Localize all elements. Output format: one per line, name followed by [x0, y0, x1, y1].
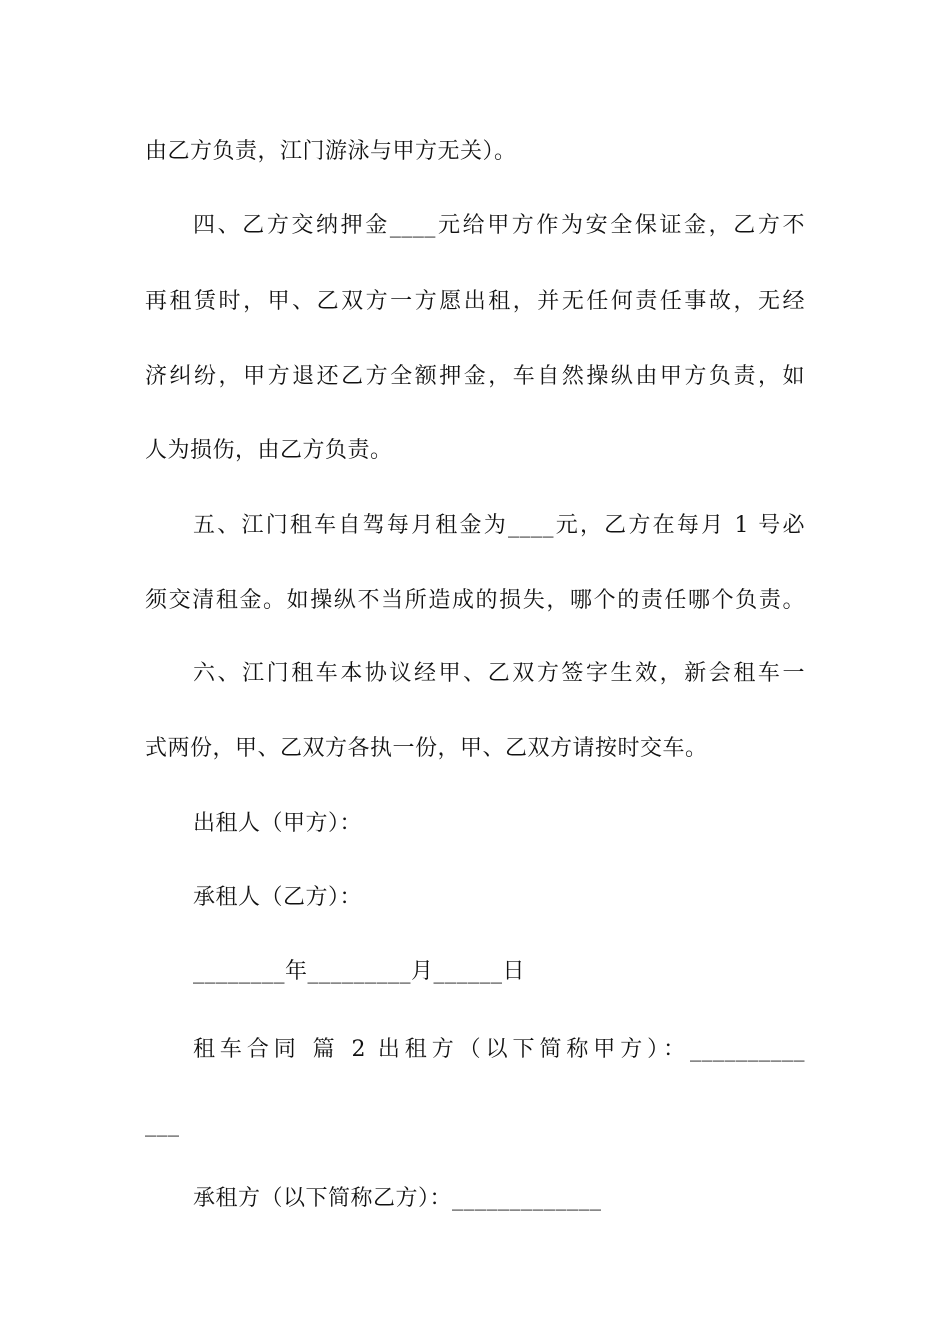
- clause-4-line-4: 人为损伤，由乙方负责。: [145, 438, 393, 463]
- clause-4-line-3: 济纠纷，甲方退还乙方全额押金，车自然操纵由甲方负责，如: [145, 364, 805, 389]
- lessee-party-line: 承租方（以下简称乙方）：_____________: [193, 1186, 602, 1211]
- clause-5-line-2: 须交清租金。如操纵不当所造成的损失，哪个的责任哪个负责。: [145, 588, 805, 613]
- date-line: ________年_________月______日: [193, 959, 526, 984]
- clause-4-line-2: 再租赁时，甲、乙双方一方愿出租，并无任何责任事故，无经: [145, 289, 805, 314]
- contract-2-heading-continuation: ___: [145, 1112, 180, 1137]
- lessee-signature-label: 承租人（乙方）：: [193, 885, 363, 910]
- paragraph-3-tail: 由乙方负责，江门游泳与甲方无关）。: [145, 139, 517, 164]
- clause-5-line-1: 五、江门租车自驾每月租金为____元，乙方在每月 1 号必: [193, 513, 805, 538]
- contract-2-heading-line: 租车合同 篇 2 出租方（以下简称甲方）：__________: [193, 1037, 805, 1062]
- clause-6-line-2: 式两份，甲、乙双方各执一份，甲、乙双方请按时交车。: [145, 736, 708, 761]
- clause-6-line-1: 六、江门租车本协议经甲、乙双方签字生效，新会租车一: [193, 661, 805, 686]
- lessor-signature-label: 出租人（甲方）：: [193, 811, 363, 836]
- clause-4-line-1: 四、乙方交纳押金____元给甲方作为安全保证金，乙方不: [193, 213, 805, 238]
